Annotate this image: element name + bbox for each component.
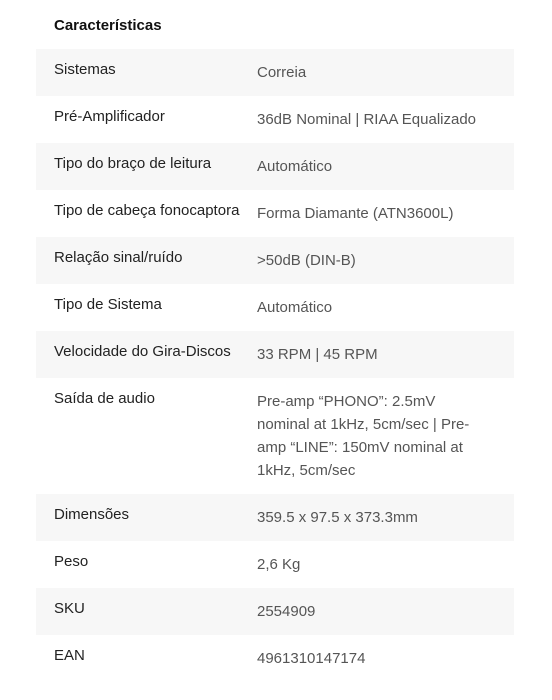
spec-label: Tipo de cabeça fonocaptora [54, 202, 240, 219]
spec-row-velocidade [36, 331, 514, 378]
spec-row-pre-amplificador [36, 96, 514, 143]
spec-row-saida-audio [36, 378, 514, 494]
spec-label: SKU [54, 600, 85, 617]
spec-value: 359.5 x 97.5 x 373.3mm [257, 509, 418, 526]
spec-value: 2554909 [257, 603, 316, 620]
spec-value: Correia [257, 64, 307, 81]
spec-row-tipo-sistema [36, 284, 514, 331]
spec-label: Tipo de Sistema [54, 296, 162, 313]
spec-row-peso [36, 541, 514, 588]
spec-value: Forma Diamante (ATN3600L) [257, 205, 454, 222]
spec-row-sku [36, 588, 514, 635]
spec-row-dimensoes [36, 494, 514, 541]
spec-value: Pre-amp “PHONO”: 2.5mV nominal at 1kHz, 5cm/sec | Pre-amp “LINE”: 150mV nominal at 1kHz, 5cm/sec [257, 393, 470, 479]
spec-value: 2,6 Kg [257, 556, 301, 573]
section-title: Características [54, 17, 162, 34]
spec-label: Velocidade do Gira-Discos [54, 343, 231, 360]
spec-value: 4961310147174 [257, 650, 366, 667]
spec-label: Pré-Amplificador [54, 108, 165, 125]
specs-table [36, 49, 514, 682]
spec-value: >50dB (DIN-B) [257, 252, 356, 269]
spec-label: Sistemas [54, 61, 116, 78]
spec-row-tipo-cabeca-fonocaptora [36, 190, 514, 237]
spec-row-relacao-sinal-ruido [36, 237, 514, 284]
spec-value: Automático [257, 299, 333, 316]
spec-label: Peso [54, 553, 89, 570]
spec-value: Automático [257, 158, 333, 175]
spec-row-sistemas [36, 49, 514, 96]
spec-value: 33 RPM | 45 RPM [257, 346, 378, 363]
spec-label: Saída de audio [54, 390, 155, 407]
spec-label: EAN [54, 647, 85, 664]
spec-value: 36dB Nominal | RIAA Equalizado [257, 111, 477, 128]
spec-label: Dimensões [54, 506, 130, 523]
spec-label: Tipo do braço de leitura [54, 155, 212, 172]
spec-label: Relação sinal/ruído [54, 249, 183, 266]
spec-row-ean [36, 635, 514, 682]
spec-row-tipo-braco-leitura [36, 143, 514, 190]
